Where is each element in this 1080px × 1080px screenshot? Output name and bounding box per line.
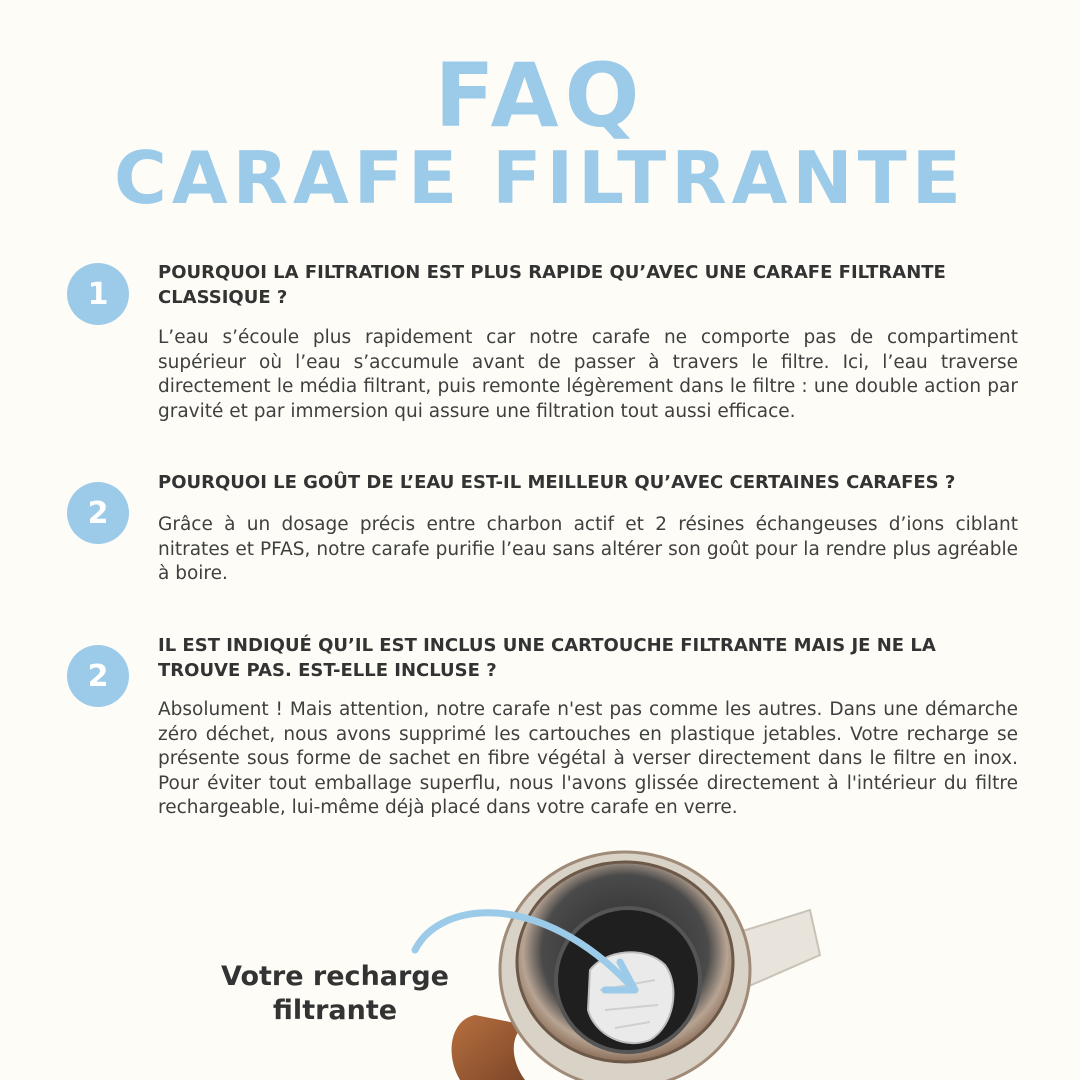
carafe-photo: [400, 840, 840, 1080]
title-faq: FAQ: [434, 44, 646, 147]
faq-answer-1: L’eau s’écoule plus rapidement car notre carafe ne comporte pas de compartiment supérieur où l’eau s’accumule avant de passer à travers le filtre. Ici, l’eau traverse directement le média filtrant, puis remonte légèrement dans le filtre : une double action par gravité et par immersion qui assure une filtration tout aussi efficace.: [158, 327, 1018, 422]
number-badge-2: 2: [67, 482, 129, 544]
faq-answer-3: Absolument ! Mais attention, notre carafe n'est pas comme les autres. Dans une démarche zéro déchet, nous avons supprimé les cartouches en plastique jetables. Votre recharge se présente sous forme de sachet en fibre végétal à verser directement dans le filtre en inox. Pour éviter tout emballage superflu, nous l'avons glissée directement à l'intérieur du filtre rechargeable, lui-même déjà placé dans votre carafe en verre.: [158, 699, 1018, 818]
faq-question-2: POURQUOI LE GOÛT DE L’EAU EST-IL MEILLEUR QU’AVEC CERTAINES CARAFES ?: [158, 472, 956, 493]
faq-question-1: POURQUOI LA FILTRATION EST PLUS RAPIDE QU’AVEC UNE CARAFE FILTRANTE CLASSIQUE ?: [158, 262, 946, 308]
number-badge-3: 2: [67, 645, 129, 707]
faq-question-3: IL EST INDIQUÉ QU’IL EST INCLUS UNE CARTOUCHE FILTRANTE MAIS JE NE LA TROUVE PAS. EST-ELLE INCLUSE ?: [158, 635, 936, 681]
photo-caption: Votre recharge filtrante: [221, 961, 449, 1026]
number-badge-1: 1: [67, 263, 129, 325]
recharge-sachet: [588, 952, 673, 1043]
faq-answer-2: Grâce à un dosage précis entre charbon actif et 2 résines échangeuses d’ions ciblant nitrates et PFAS, notre carafe purifie l’eau sans altérer son goût pour la rendre plus agréable à boire.: [158, 514, 1018, 584]
title-carafe-filtrante: CARAFE FILTRANTE: [114, 136, 966, 220]
